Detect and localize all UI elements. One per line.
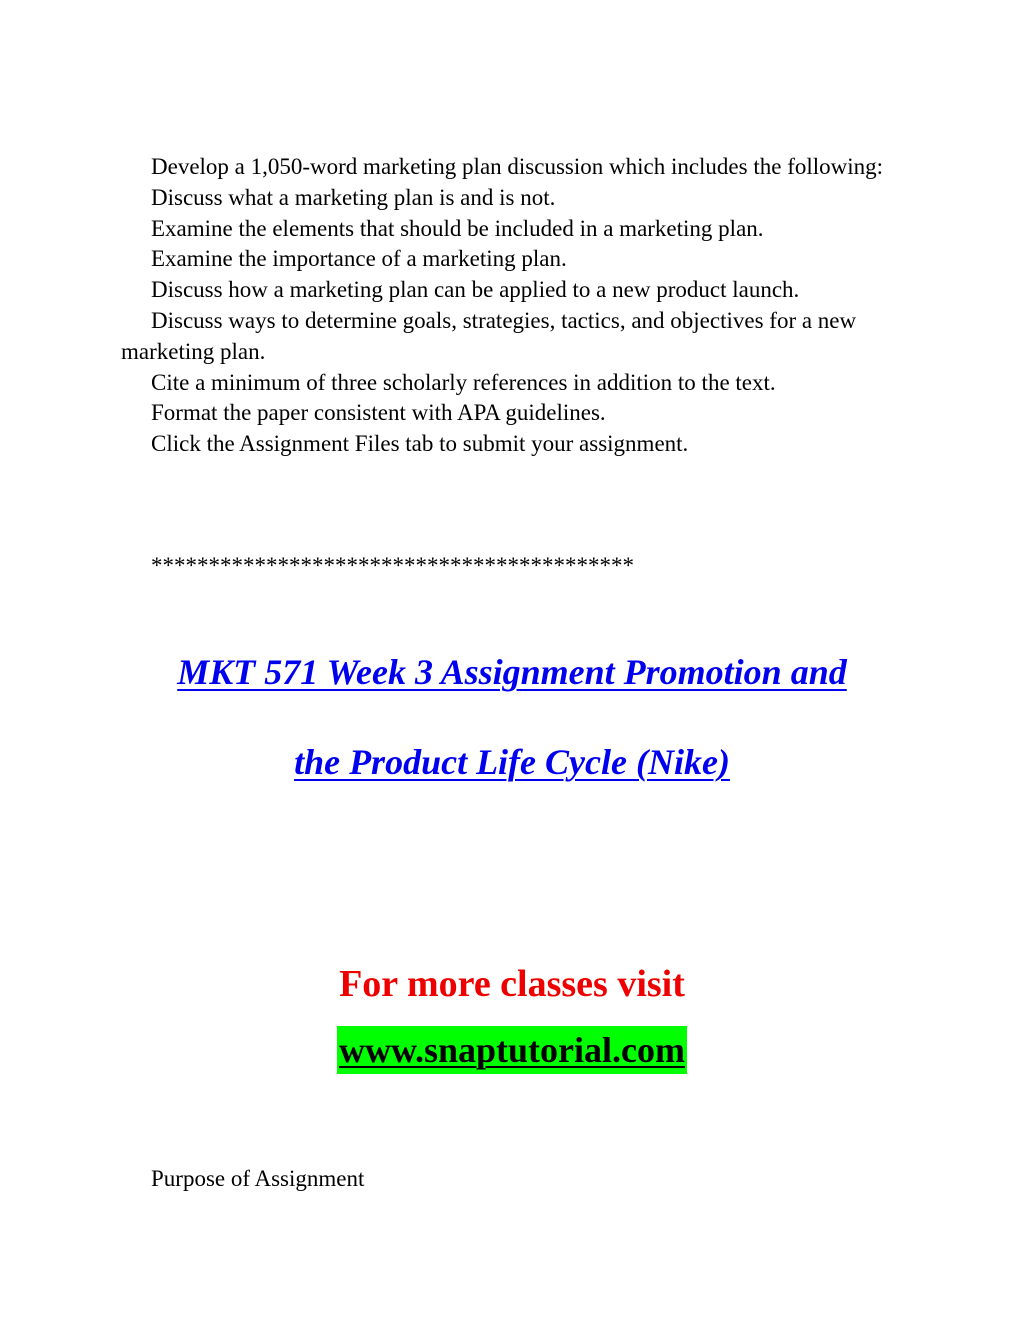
- instruction-paragraph: Discuss how a marketing plan can be applied to a new product launch.: [151, 277, 800, 303]
- instruction-paragraph: Discuss what a marketing plan is and is not.: [151, 184, 556, 210]
- instruction-paragraph: Format the paper consistent with APA guidelines.: [151, 400, 606, 426]
- assignment-instructions: [121, 152, 911, 460]
- instruction-paragraph: Discuss ways to determine goals, strategies, tactics, and objectives for a new marketing plan.: [121, 307, 857, 364]
- instruction-paragraph: Examine the importance of a marketing plan.: [151, 246, 567, 272]
- course-title-link[interactable]: the Product Life Cycle (Nike): [294, 742, 730, 782]
- instruction-paragraph: Click the Assignment Files tab to submit your assignment.: [151, 431, 689, 457]
- course-title-link[interactable]: MKT 571 Week 3 Assignment Promotion and: [177, 652, 847, 692]
- instruction-paragraph: Develop a 1,050-word marketing plan discussion which includes the following:: [151, 154, 884, 179]
- instruction-paragraph: Examine the elements that should be included in a marketing plan.: [151, 215, 764, 241]
- promo-text: For more classes visit: [339, 963, 685, 1005]
- instruction-paragraph: Cite a minimum of three scholarly references in addition to the text.: [151, 369, 776, 395]
- website-link[interactable]: www.snaptutorial.com: [337, 1026, 687, 1074]
- asterisk-separator: ******************************************: [151, 553, 634, 578]
- section-heading: Purpose of Assignment: [151, 1166, 365, 1191]
- site-link-container: [0, 1026, 1024, 1074]
